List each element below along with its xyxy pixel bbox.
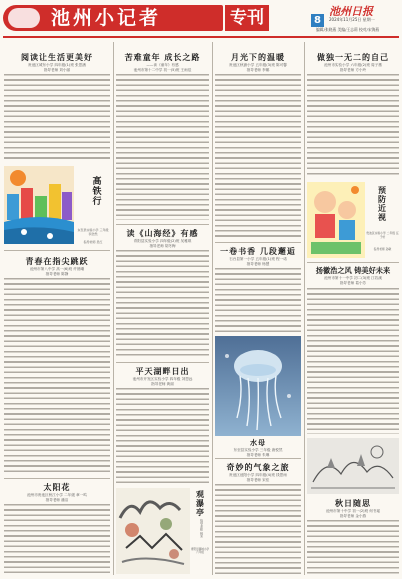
article-teacher: 指导老师 孙敏	[373, 247, 392, 251]
article-teacher: 指导老师 朱琳	[246, 453, 270, 457]
article-childhood	[116, 52, 209, 73]
article-title: 月光下的温暖	[231, 52, 285, 62]
article-byline: 池州市实验小学 六年级(2)班 周子墨	[324, 63, 382, 67]
header-rule	[3, 36, 399, 38]
article-teacher: 指导老师 潘洁	[45, 498, 69, 502]
issue-date: 2024年11月25日 星期一	[329, 17, 375, 22]
article-title: 青春在指尖跳跃	[25, 256, 89, 266]
article-body	[307, 520, 399, 574]
article-title: 平天湖畔日出	[135, 366, 190, 376]
article-byline: 池州市第八中学 高一(6)班 许晨曦	[29, 267, 85, 271]
article-byline: 贵池区秋浦小学 五年级(3)班 陈可馨	[229, 63, 287, 67]
article-byline: 贵池区实验小学 二年级 汪子轩	[366, 231, 399, 239]
article-body	[4, 74, 110, 162]
article-body	[4, 504, 110, 574]
article-teacher: 指导老师 李娜	[246, 68, 270, 72]
article-byline: ——读《童年》有感	[146, 63, 179, 67]
article-title: 读《山海经》有感	[126, 228, 199, 238]
masthead-emblem-icon	[8, 8, 40, 28]
article-byline: 石台县第一小学 五年级(1)班 程一诺	[229, 257, 287, 261]
article-title: 秋日随思	[335, 498, 371, 508]
masthead-title: 池州小记者	[3, 5, 223, 31]
article-title: 太阳花	[43, 482, 71, 492]
article-body	[116, 250, 209, 358]
editor-credits: 编辑/张晓燕 美编/王志莉 校对/宋海燕	[316, 27, 380, 32]
article-teacher: 指导老师 葛小芳	[339, 281, 367, 285]
article-huizhou-spirit	[307, 266, 399, 286]
article-weather	[215, 462, 301, 483]
article-byline: 池州市贵池区秋江小学 二年级 章一鸣	[27, 493, 87, 497]
article-title: 奇妙的气象之旅	[226, 462, 290, 472]
article-teacher: 指导老师 金小燕	[339, 514, 367, 518]
newspaper-logo: 池州日报	[329, 5, 373, 18]
article-teacher: 指导老师 胡冬梅	[149, 244, 176, 248]
article-body	[307, 74, 399, 178]
article-title: 做独一无二的自己	[317, 52, 389, 62]
child-drawing-town	[4, 166, 74, 244]
article-body	[4, 278, 110, 474]
article-title: 预防近视	[377, 186, 388, 222]
page-header	[0, 0, 402, 36]
child-drawing-eye-care	[307, 182, 365, 258]
column-divider	[113, 42, 114, 575]
article-teacher: 指导老师 吴红	[83, 240, 103, 244]
page-number: 8	[311, 14, 324, 27]
article-teacher: 指导老师 宋佳	[246, 478, 270, 482]
article-moonlight	[215, 52, 301, 73]
article-reading	[4, 52, 110, 73]
article-gaotie	[86, 176, 106, 236]
article-body	[215, 268, 301, 332]
article-byline: 贵池区城东小学 四年级(1)班 张思涵	[28, 63, 86, 67]
article-sunflower	[4, 482, 110, 503]
column-divider	[304, 42, 305, 575]
article-byline: 池州市第十中学 初一(2)班 何书瑶	[325, 509, 381, 513]
article-title: 扬徽浩之风 铸美好未来	[315, 266, 391, 275]
article-byline: 青阳县蓉城小学 六年级	[190, 548, 210, 555]
article-teacher: 指导老师 刘小丽	[43, 68, 71, 72]
article-byline: 东至县实验小学 三年级 唐悦然	[233, 448, 283, 452]
article-unique-self	[307, 52, 399, 73]
ink-painting-landscape	[116, 488, 190, 574]
article-body	[215, 484, 301, 574]
article-eye-care	[368, 186, 398, 256]
article-title: 一卷书香 几段邂逅	[220, 246, 296, 256]
pencil-sketch-scene	[307, 438, 399, 494]
column-divider	[212, 42, 213, 575]
article-body	[215, 74, 301, 238]
article-teacher: 指导老师 姚芳	[199, 519, 204, 538]
article-title: 观瀑亭	[195, 490, 206, 517]
article-guanpu	[194, 490, 208, 574]
article-autumn	[307, 498, 399, 519]
article-teacher: 指导老师 方小玲	[339, 68, 367, 72]
article-teacher: 指导老师 陈静	[45, 272, 69, 276]
article-teacher: 池州市第十二中学 初一(5)班 王雨辰	[133, 68, 192, 72]
article-byline: 池州市第十一中学 初二(3)班 江若溪	[324, 276, 382, 280]
article-shanhaijing	[116, 228, 209, 249]
article-teacher: 指导老师 杨慧	[246, 262, 270, 266]
article-byline: 贵池区池阳小学 四年级(4)班 钱思雨	[229, 473, 287, 477]
article-title: 阅读让生活更美好	[21, 52, 93, 62]
child-drawing-jellyfish	[215, 336, 301, 436]
article-byline: 青阳县实验小学 四年级(2)班 吴雅琪	[133, 239, 192, 243]
article-title: 苦难童年 成长之路	[124, 52, 201, 62]
article-byline: 池州市开发区实验小学 四年级 刘思远	[132, 377, 193, 381]
article-teacher: 指导老师 黄丽	[151, 382, 174, 386]
article-byline: 东至县实验小学 三年级 李浩然	[77, 228, 109, 236]
special-edition-badge: 专刊	[225, 5, 269, 31]
article-body	[116, 388, 209, 484]
article-title: 水母	[250, 438, 266, 447]
article-jellyfish	[215, 438, 301, 458]
article-bookfragrance	[215, 246, 301, 267]
article-sunrise	[116, 366, 209, 387]
article-title: 高铁行	[90, 176, 101, 206]
article-body	[307, 288, 399, 434]
article-youth	[4, 256, 110, 277]
article-body	[116, 74, 209, 220]
